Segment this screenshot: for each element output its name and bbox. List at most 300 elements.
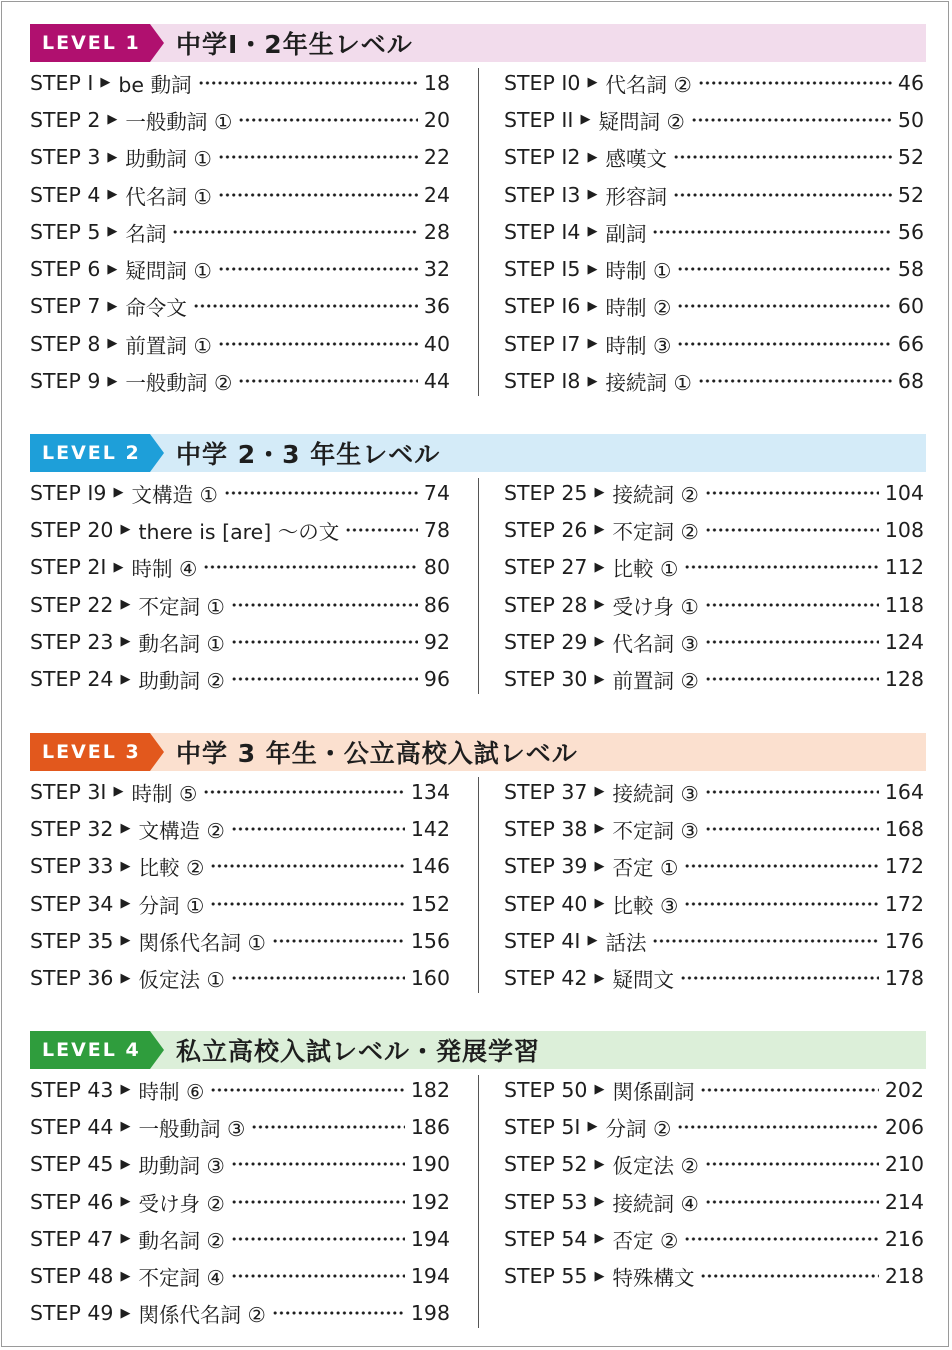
step-topic: 前置詞 ② — [612, 669, 699, 694]
page-number: 182 — [410, 1077, 450, 1102]
step-entry[interactable] — [30, 623, 450, 660]
step-number: STEP Ⅰ7 — [504, 331, 581, 356]
step-column-right — [504, 64, 924, 400]
step-entry[interactable] — [30, 1183, 450, 1220]
header-band — [30, 434, 926, 472]
step-number: STEP 35 — [30, 928, 114, 953]
step-topic: 時制 ⑤ — [131, 781, 198, 806]
triangle-right-icon: ▶ — [107, 336, 118, 352]
dot-leader — [231, 976, 405, 980]
triangle-right-icon: ▶ — [594, 1082, 605, 1098]
page-number: 190 — [410, 1152, 450, 1177]
step-entry[interactable] — [504, 810, 924, 847]
triangle-right-icon: ▶ — [587, 261, 598, 277]
step-topic: 疑問文 — [612, 968, 674, 993]
dot-leader — [652, 939, 878, 943]
dot-leader — [673, 155, 892, 159]
step-number: STEP 42 — [504, 966, 588, 991]
dot-leader — [705, 603, 879, 607]
step-column-right — [504, 773, 924, 997]
triangle-right-icon: ▶ — [120, 671, 131, 687]
level-title: 中学Ⅰ・2年生レベル — [176, 30, 413, 59]
column-divider — [478, 478, 479, 694]
step-entry[interactable] — [504, 511, 924, 548]
triangle-right-icon: ▶ — [587, 336, 598, 352]
triangle-right-icon: ▶ — [594, 485, 605, 501]
step-number: STEP 49 — [30, 1301, 114, 1326]
triangle-right-icon: ▶ — [594, 858, 605, 874]
step-topic: 接続詞 ① — [605, 371, 692, 396]
step-topic: 代名詞 ① — [125, 184, 212, 209]
triangle-right-icon: ▶ — [587, 149, 598, 165]
step-topic: 分詞 ② — [605, 1116, 672, 1141]
step-column-right — [504, 474, 924, 698]
page-number: 178 — [884, 966, 924, 991]
step-number: STEP 24 — [30, 667, 114, 692]
step-topic: 接続詞 ② — [612, 482, 699, 507]
page-number: 44 — [423, 369, 450, 394]
step-entry[interactable] — [30, 101, 450, 138]
step-number: STEP 38 — [504, 816, 588, 841]
page-number: 68 — [897, 369, 924, 394]
dot-leader — [680, 976, 879, 980]
step-topic: 不定詞 ① — [138, 594, 225, 619]
step-entry[interactable] — [30, 1257, 450, 1294]
page-number: 50 — [897, 107, 924, 132]
dot-leader — [210, 864, 405, 868]
step-number: STEP 55 — [504, 1264, 588, 1289]
step-topic: 代名詞 ② — [605, 72, 692, 97]
dot-leader — [652, 230, 891, 234]
step-number: STEP Ⅰ3 — [504, 182, 581, 207]
level-section — [30, 1031, 926, 1332]
step-number: STEP 5 — [30, 219, 101, 244]
dot-leader — [231, 640, 418, 644]
dot-leader — [203, 790, 404, 794]
triangle-right-icon: ▶ — [587, 373, 598, 389]
page-number: 60 — [897, 294, 924, 319]
step-topic: 命令文 — [125, 296, 187, 321]
step-entry[interactable] — [30, 1220, 450, 1257]
arrow-icon — [150, 434, 164, 472]
step-topic: 一般動詞 ① — [125, 109, 233, 134]
step-topic: 形容詞 — [605, 184, 667, 209]
step-topic: 受け身 ① — [612, 594, 699, 619]
page-number: 194 — [410, 1264, 450, 1289]
step-number: STEP 50 — [504, 1077, 588, 1102]
step-topic: 時制 ⑥ — [138, 1079, 205, 1104]
dot-leader — [218, 267, 418, 271]
dot-leader — [684, 864, 879, 868]
step-topic: 分詞 ① — [138, 893, 205, 918]
step-entry[interactable] — [504, 250, 924, 287]
page-number: 78 — [423, 517, 450, 542]
step-topic: 副詞 — [605, 221, 647, 246]
dot-leader — [684, 902, 879, 906]
step-topic: 不定詞 ③ — [612, 818, 699, 843]
step-topic: 接続詞 ③ — [612, 781, 699, 806]
step-number: STEP 34 — [30, 891, 114, 916]
dot-leader — [677, 267, 892, 271]
dot-leader — [203, 565, 418, 569]
step-number: STEP 29 — [504, 629, 588, 654]
step-entry[interactable] — [30, 922, 450, 959]
step-entry[interactable] — [504, 139, 924, 176]
step-entry[interactable] — [504, 922, 924, 959]
level-tag: LEVEL 4 — [30, 1031, 150, 1069]
level-title: 中学 3 年生・公立高校入試レベル — [176, 739, 578, 768]
step-topic: 動名詞 ② — [138, 1228, 225, 1253]
page-number: 28 — [423, 219, 450, 244]
step-number: STEP 3Ⅰ — [30, 779, 107, 804]
step-entry[interactable] — [30, 848, 450, 885]
step-entry[interactable] — [30, 810, 450, 847]
step-column-left — [30, 64, 450, 400]
step-entry[interactable] — [504, 549, 924, 586]
page-number: 20 — [423, 107, 450, 132]
level-header — [30, 434, 926, 472]
step-entry[interactable] — [30, 959, 450, 996]
triangle-right-icon: ▶ — [107, 298, 118, 314]
triangle-right-icon: ▶ — [594, 1231, 605, 1247]
step-entry[interactable] — [30, 64, 450, 101]
page-number: 152 — [410, 891, 450, 916]
step-columns — [30, 773, 926, 997]
triangle-right-icon: ▶ — [594, 970, 605, 986]
dot-leader — [231, 603, 418, 607]
triangle-right-icon: ▶ — [594, 559, 605, 575]
triangle-right-icon: ▶ — [594, 671, 605, 687]
step-number: STEP 45 — [30, 1152, 114, 1177]
step-entry[interactable] — [30, 139, 450, 176]
triangle-right-icon: ▶ — [594, 597, 605, 613]
step-number: STEP 3 — [30, 145, 101, 170]
step-entry[interactable] — [504, 1146, 924, 1183]
triangle-right-icon: ▶ — [594, 1156, 605, 1172]
step-number: STEP Ⅰ9 — [30, 480, 107, 505]
dot-leader — [705, 1200, 879, 1204]
step-topic: 助動詞 ① — [125, 147, 212, 172]
triangle-right-icon: ▶ — [120, 1231, 131, 1247]
step-topic: 比較 ② — [138, 856, 205, 881]
dot-leader — [705, 640, 879, 644]
step-entry[interactable] — [504, 660, 924, 697]
dot-leader — [231, 677, 418, 681]
step-number: STEP 36 — [30, 966, 114, 991]
triangle-right-icon: ▶ — [580, 112, 591, 128]
dot-leader — [218, 193, 418, 197]
step-entry[interactable] — [30, 362, 450, 399]
dot-leader — [198, 81, 418, 85]
step-entry[interactable] — [504, 101, 924, 138]
level-tag: LEVEL 2 — [30, 434, 150, 472]
triangle-right-icon: ▶ — [120, 522, 131, 538]
level-header — [30, 733, 926, 771]
step-entry[interactable] — [30, 511, 450, 548]
step-column-left — [30, 1071, 450, 1332]
step-entry[interactable] — [504, 325, 924, 362]
page-number: 164 — [884, 779, 924, 804]
dot-leader — [677, 342, 892, 346]
step-topic: 一般動詞 ③ — [138, 1116, 246, 1141]
step-topic: 時制 ④ — [131, 557, 198, 582]
page-number: 118 — [884, 592, 924, 617]
step-topic: 仮定法 ① — [138, 968, 225, 993]
dot-leader — [251, 1125, 405, 1129]
step-topic: 疑問詞 ② — [598, 109, 685, 134]
step-topic: 時制 ② — [605, 296, 672, 321]
page-number: 80 — [423, 555, 450, 580]
step-topic: 文構造 ① — [131, 482, 218, 507]
step-entry[interactable] — [504, 885, 924, 922]
step-number: STEP 28 — [504, 592, 588, 617]
step-number: STEP 43 — [30, 1077, 114, 1102]
dot-leader — [224, 491, 418, 495]
step-number: STEP 47 — [30, 1226, 114, 1251]
step-number: STEP 54 — [504, 1226, 588, 1251]
triangle-right-icon: ▶ — [113, 485, 124, 501]
step-entry[interactable] — [504, 362, 924, 399]
dot-leader — [218, 342, 418, 346]
step-entry[interactable] — [504, 474, 924, 511]
step-number: STEP 37 — [504, 779, 588, 804]
triangle-right-icon: ▶ — [107, 261, 118, 277]
step-number: STEP 8 — [30, 331, 101, 356]
step-entry[interactable] — [504, 176, 924, 213]
step-entry[interactable] — [504, 848, 924, 885]
step-number: STEP 27 — [504, 555, 588, 580]
step-entry[interactable] — [504, 288, 924, 325]
header-band — [30, 24, 926, 62]
step-entry[interactable] — [504, 773, 924, 810]
column-divider — [478, 68, 479, 396]
page-number: 52 — [897, 182, 924, 207]
page-number: 218 — [884, 1264, 924, 1289]
triangle-right-icon: ▶ — [120, 1119, 131, 1135]
step-entry[interactable] — [30, 250, 450, 287]
step-entry[interactable] — [30, 1071, 450, 1108]
step-number: STEP 44 — [30, 1114, 114, 1139]
step-entry[interactable] — [30, 1146, 450, 1183]
triangle-right-icon: ▶ — [120, 896, 131, 912]
step-number: STEP 22 — [30, 592, 114, 617]
page-number: 104 — [884, 480, 924, 505]
dot-leader — [218, 155, 418, 159]
level-section — [30, 24, 926, 400]
dot-leader — [684, 565, 879, 569]
step-entry[interactable] — [504, 623, 924, 660]
arrow-icon — [150, 1031, 164, 1069]
step-entry[interactable] — [30, 660, 450, 697]
dot-leader — [691, 118, 892, 122]
step-topic: 否定 ② — [612, 1228, 679, 1253]
dot-leader — [231, 1274, 405, 1278]
page-number: 206 — [884, 1114, 924, 1139]
step-columns — [30, 474, 926, 698]
page-number: 172 — [884, 854, 924, 879]
step-number: STEP Ⅰ4 — [504, 219, 581, 244]
step-entry[interactable] — [30, 549, 450, 586]
step-topic: 話法 — [605, 930, 647, 955]
step-number: STEP 30 — [504, 667, 588, 692]
triangle-right-icon: ▶ — [120, 970, 131, 986]
dot-leader — [231, 1162, 405, 1166]
level-section — [30, 434, 926, 698]
step-number: STEP 25 — [504, 480, 588, 505]
arrow-icon — [150, 24, 164, 62]
triangle-right-icon: ▶ — [120, 858, 131, 874]
step-topic: 時制 ③ — [605, 333, 672, 358]
step-topic: there is [are] ～の文 — [138, 519, 340, 544]
step-number: STEP 4Ⅰ — [504, 928, 581, 953]
page-number: 108 — [884, 517, 924, 542]
dot-leader — [210, 1088, 405, 1092]
level-title: 私立高校入試レベル・発展学習 — [176, 1037, 541, 1066]
dot-leader — [210, 902, 405, 906]
triangle-right-icon: ▶ — [594, 1194, 605, 1210]
step-entry[interactable] — [504, 1108, 924, 1145]
page-number: 18 — [423, 70, 450, 95]
step-topic: 動名詞 ① — [138, 631, 225, 656]
step-entry[interactable] — [504, 64, 924, 101]
triangle-right-icon: ▶ — [107, 187, 118, 203]
step-entry[interactable] — [504, 1183, 924, 1220]
dot-leader — [705, 827, 879, 831]
step-topic: 名詞 — [125, 221, 167, 246]
step-entry[interactable] — [30, 213, 450, 250]
page-number: 142 — [410, 816, 450, 841]
dot-leader — [193, 304, 418, 308]
step-topic: 一般動詞 ② — [125, 371, 233, 396]
step-entry[interactable] — [30, 325, 450, 362]
step-entry[interactable] — [504, 959, 924, 996]
triangle-right-icon: ▶ — [594, 522, 605, 538]
page-number: 194 — [410, 1226, 450, 1251]
triangle-right-icon: ▶ — [107, 224, 118, 240]
page-number: 172 — [884, 891, 924, 916]
step-topic: 関係副詞 — [612, 1079, 695, 1104]
step-topic: 不定詞 ② — [612, 519, 699, 544]
step-topic: 関係代名詞 ① — [138, 930, 266, 955]
page-number: 176 — [884, 928, 924, 953]
column-divider — [478, 777, 479, 993]
dot-leader — [238, 379, 418, 383]
triangle-right-icon: ▶ — [120, 1194, 131, 1210]
dot-leader — [231, 1200, 405, 1204]
step-topic: 特殊構文 — [612, 1266, 695, 1291]
dot-leader — [673, 193, 892, 197]
step-number: STEP 20 — [30, 517, 114, 542]
step-entry[interactable] — [504, 586, 924, 623]
triangle-right-icon: ▶ — [120, 1305, 131, 1321]
step-entry[interactable] — [504, 1257, 924, 1294]
triangle-right-icon: ▶ — [594, 1268, 605, 1284]
dot-leader — [345, 528, 418, 532]
step-number: STEP 23 — [30, 629, 114, 654]
step-columns — [30, 1071, 926, 1332]
page-number: 96 — [423, 667, 450, 692]
step-number: STEP Ⅰ — [30, 70, 94, 95]
step-column-left — [30, 773, 450, 997]
step-entry[interactable] — [504, 213, 924, 250]
level-section — [30, 733, 926, 997]
step-entry[interactable] — [30, 773, 450, 810]
step-entry[interactable] — [504, 1220, 924, 1257]
step-entry[interactable] — [30, 288, 450, 325]
triangle-right-icon: ▶ — [587, 224, 598, 240]
page-number: 198 — [410, 1301, 450, 1326]
dot-leader — [677, 304, 892, 308]
step-topic: 文構造 ② — [138, 818, 225, 843]
step-entry[interactable] — [30, 1295, 450, 1332]
triangle-right-icon: ▶ — [120, 597, 131, 613]
triangle-right-icon: ▶ — [120, 821, 131, 837]
dot-leader — [684, 1237, 879, 1241]
page-number: 128 — [884, 667, 924, 692]
triangle-right-icon: ▶ — [100, 75, 111, 91]
step-topic: 前置詞 ① — [125, 333, 212, 358]
triangle-right-icon: ▶ — [594, 821, 605, 837]
level-header — [30, 1031, 926, 1069]
step-topic: 疑問詞 ① — [125, 259, 212, 284]
triangle-right-icon: ▶ — [594, 634, 605, 650]
page-number: 58 — [897, 257, 924, 282]
step-topic: 比較 ③ — [612, 893, 679, 918]
dot-leader — [698, 379, 892, 383]
page-number: 186 — [410, 1114, 450, 1139]
page-number: 32 — [423, 257, 450, 282]
step-column-left — [30, 474, 450, 698]
step-entry[interactable] — [30, 474, 450, 511]
step-topic: 時制 ① — [605, 259, 672, 284]
step-number: STEP 2 — [30, 107, 101, 132]
page-number: 160 — [410, 966, 450, 991]
triangle-right-icon: ▶ — [587, 1119, 598, 1135]
page-number: 46 — [897, 70, 924, 95]
triangle-right-icon: ▶ — [594, 896, 605, 912]
step-entry[interactable] — [504, 1071, 924, 1108]
triangle-right-icon: ▶ — [107, 373, 118, 389]
page-number: 36 — [423, 294, 450, 319]
page-number: 86 — [423, 592, 450, 617]
page-number: 56 — [897, 219, 924, 244]
step-number: STEP 2Ⅰ — [30, 555, 107, 580]
step-entry[interactable] — [30, 586, 450, 623]
step-number: STEP 40 — [504, 891, 588, 916]
dot-leader — [700, 1088, 878, 1092]
step-entry[interactable] — [30, 1108, 450, 1145]
triangle-right-icon: ▶ — [587, 187, 598, 203]
step-column-right — [504, 1071, 924, 1295]
step-topic: 助動詞 ② — [138, 669, 225, 694]
step-entry[interactable] — [30, 176, 450, 213]
step-number: STEP 5Ⅰ — [504, 1114, 581, 1139]
dot-leader — [677, 1125, 878, 1129]
triangle-right-icon: ▶ — [120, 1082, 131, 1098]
triangle-right-icon: ▶ — [113, 784, 124, 800]
step-entry[interactable] — [30, 885, 450, 922]
step-number: STEP 33 — [30, 854, 114, 879]
step-topic: 不定詞 ④ — [138, 1266, 225, 1291]
step-number: STEP 53 — [504, 1189, 588, 1214]
dot-leader — [700, 1274, 878, 1278]
page-number: 22 — [423, 145, 450, 170]
step-number: STEP 52 — [504, 1152, 588, 1177]
column-divider — [478, 1075, 479, 1328]
dot-leader — [705, 677, 879, 681]
dot-leader — [272, 939, 405, 943]
triangle-right-icon: ▶ — [107, 149, 118, 165]
